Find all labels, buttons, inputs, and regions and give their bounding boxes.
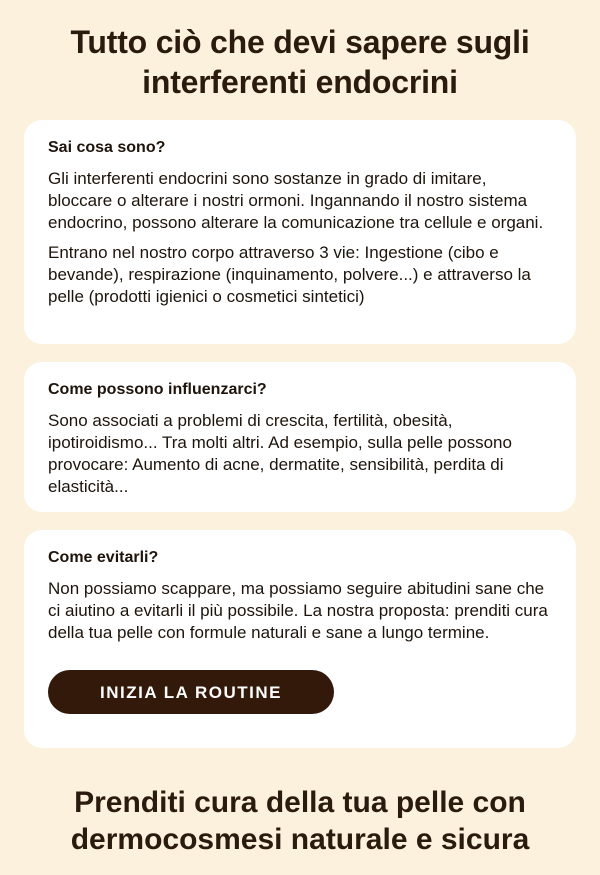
bottom-headline: Prenditi cura della tua pelle con dermocosmesi naturale e sicura: [70, 786, 530, 856]
card-heading: Come evitarli?: [48, 549, 159, 566]
card-paragraph: Gli interferenti endocrini sono sostanze in grado di imitare, bloccare o alterare i nostri ormoni. Ingannando il nostro sistema endocrino, possono alterare la comunicazione tra cellule e organi.: [48, 169, 544, 232]
card-paragraph: Entrano nel nostro corpo attraverso 3 vie: Ingestione (cibo e bevande), respirazione (inquinamento, polvere...) e attraverso la pelle (prodotti igienici o cosmetici sintetici): [48, 243, 531, 306]
card-heading: Come possono influenzarci?: [48, 381, 267, 398]
card-paragraph: Non possiamo scappare, ma possiamo seguire abitudini sane che ci aiutino a evitarli il più possibile. La nostra proposta: prenditi cura della tua pelle con formule naturali e sane a lungo termine.: [48, 579, 548, 642]
card-paragraph: Sono associati a problemi di crescita, fertilità, obesità, ipotiroidismo... Tra molti altri. Ad esempio, sulla pelle possono provocare: Aumento di acne, dermatite, sensibilità, perdita di elasticità...: [48, 411, 512, 496]
card-how-to-avoid: [24, 530, 576, 748]
page-title: Tutto ciò che devi sapere sugli interferenti endocrini: [70, 24, 530, 100]
card-heading: Sai cosa sono?: [48, 139, 166, 156]
card-what-are-they: [24, 120, 576, 344]
info-cards: [24, 120, 576, 766]
card-how-they-affect-us: [24, 362, 576, 512]
start-routine-button[interactable]: INIZIA LA ROUTINE: [48, 670, 334, 714]
